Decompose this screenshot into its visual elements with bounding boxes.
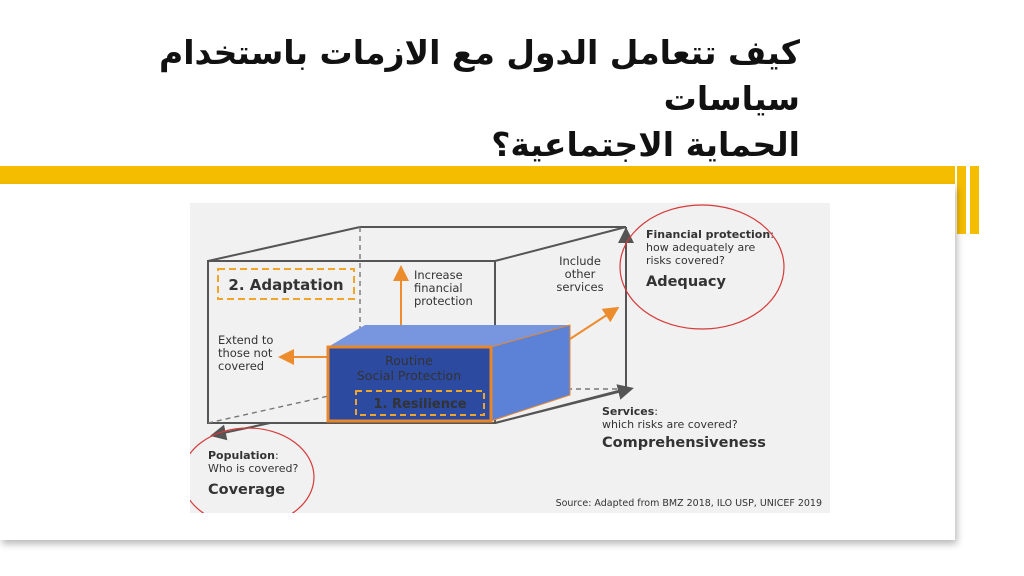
adequacy-highlight-circle [620, 205, 784, 329]
slide-title-line1: كيف تتعامل الدول مع الازمات باستخدام سياسات [159, 33, 800, 118]
population-title: Population: [208, 449, 279, 462]
slide-title-line2: الحماية الاجتماعية؟ [491, 125, 800, 164]
financial-question-line2: risks covered? [646, 254, 725, 267]
cube-diagram [190, 203, 830, 513]
include-arrow [570, 309, 616, 339]
accent-stub [957, 166, 966, 234]
increase-label-line2: financial [414, 281, 463, 295]
adequacy-label: Adequacy [646, 274, 726, 290]
financial-question-line1: how adequately are [646, 241, 756, 254]
source-note: Source: Adapted from BMZ 2018, ILO USP, UNICEF 2019 [555, 498, 822, 509]
social-protection-cube-figure [190, 203, 830, 513]
adaptation-label: 2. Adaptation [228, 276, 344, 294]
comprehensiveness-label: Comprehensiveness [602, 435, 766, 451]
services-question: which risks are covered? [602, 418, 738, 431]
accent-bar [0, 166, 955, 184]
resilience-label: 1. Resilience [373, 397, 467, 412]
extend-label-line1: Extend to [218, 333, 274, 347]
coverage-label: Coverage [208, 482, 286, 498]
include-label-line3: services [556, 280, 604, 294]
increase-label-line3: protection [414, 294, 473, 308]
include-label-line1: Include [559, 254, 601, 268]
accent-stub [970, 166, 979, 234]
extend-label-line2: those not [218, 346, 273, 360]
population-question: Who is covered? [208, 462, 299, 475]
slide-title [40, 30, 800, 168]
routine-label-line1: Routine [385, 353, 433, 368]
extend-label-line3: covered [218, 359, 265, 373]
include-label-line2: other [564, 267, 596, 281]
routine-label-line2: Social Protection [356, 368, 462, 383]
increase-label-line1: Increase [414, 268, 463, 282]
services-title: Services: [602, 405, 658, 418]
financial-protection-title: Financial protection: [646, 228, 774, 241]
